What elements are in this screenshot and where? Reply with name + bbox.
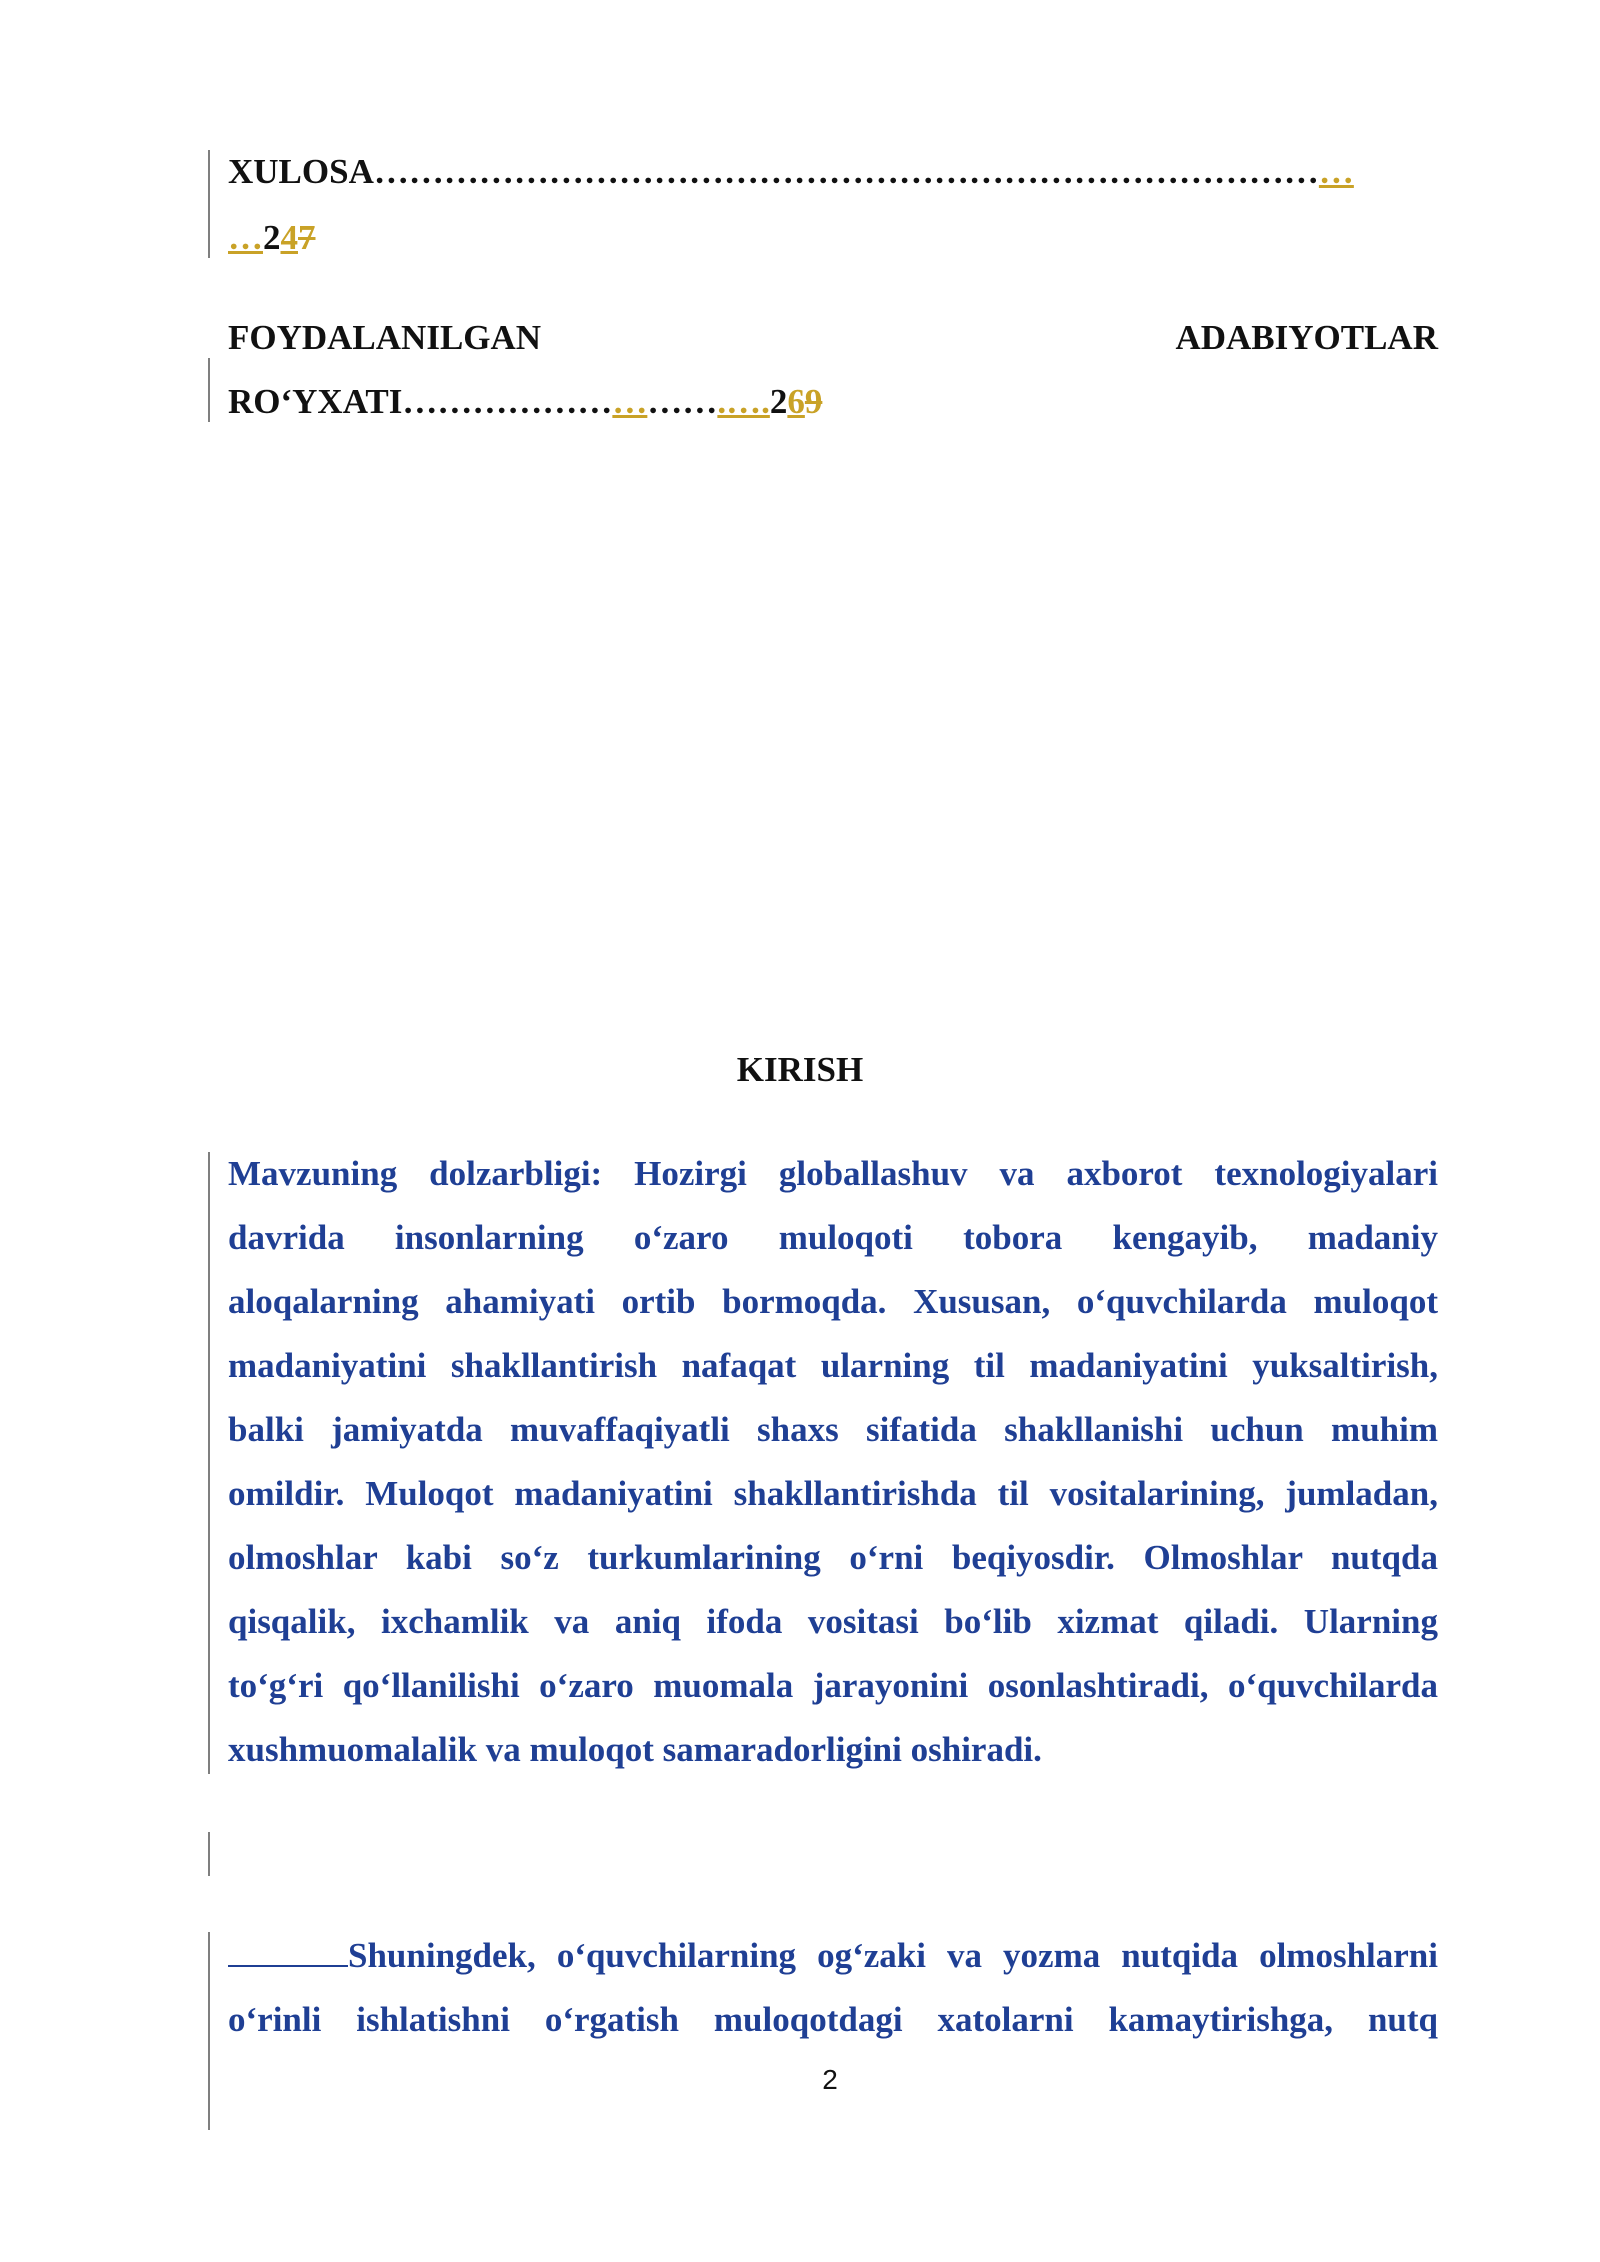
toc-label: ADABIYOTLAR [1175,318,1438,357]
paragraph-line: o‘rinli ishlatishni o‘rgatish muloqotdagi xatolarni kamaytirishga, nutq [228,2000,1438,2039]
toc-entry-adabiyotlar-label-right[interactable] [1175,318,1438,358]
paragraph2-first-line [228,1936,1438,1976]
change-bar [208,1932,210,2130]
paragraph-line: madaniyatini shakllantirish nafaqat ularning til madaniyatini yuksaltirish, [228,1346,1438,1385]
toc-entry-xulosa[interactable] [228,152,1438,192]
change-bar [208,150,210,258]
toc-leader: ……………… [402,382,613,421]
inserted-page-digit: 6 [787,382,805,421]
toc-label: RO‘YXATI [228,382,403,421]
paragraph-line: Mavzuning dolzarbligi: Hozirgi globallashuv va axborot texnologiyalari [228,1154,1438,1193]
paragraph-line: qisqalik, ixchamlik va aniq ifoda vositasi bo‘lib xizmat qiladi. Ularning [228,1602,1438,1641]
change-bar [208,1832,210,1876]
inserted-leader: … [612,382,648,421]
toc-entry-xulosa-page[interactable] [228,218,1438,258]
toc-label: FOYDALANILGAN [228,318,542,357]
paragraph-line: aloqalarning ahamiyati ortib bormoqda. Xususan, o‘quvchilarda muloqot [228,1282,1438,1321]
section-title: KIRISH [736,1050,864,1089]
inserted-leader: .…. [717,382,770,421]
toc-page-prefix: 2 [769,382,788,421]
toc-page-prefix: 2 [263,218,281,257]
paragraph-line: to‘g‘ri qo‘llanilishi o‘zaro muomala jarayonini osonlashtiradi, o‘quvchilarda [228,1666,1438,1705]
paragraph-line: xushmuomalalik va muloqot samaradorligini oshiradi. [228,1730,1042,1769]
inserted-leader: … [228,218,263,257]
deleted-page-digit: 9 [804,382,823,421]
paragraph-line: balki jamiyatda muvaffaqiyatli shaxs sifatida shakllanishi uchun muhim [228,1410,1438,1449]
paragraph-line: olmoshlar kabi so‘z turkumlarining o‘rni beqiyosdir. Olmoshlar nutqda [228,1538,1438,1577]
deleted-page-digit: 7 [298,218,316,257]
change-bar [208,1152,210,1774]
inserted-page-digit: 4 [280,218,298,257]
toc-leader: ……………………………………………………………………… [373,152,1319,191]
paragraph-line: davrida insonlarning o‘zaro muloqoti tobora kengayib, madaniy [228,1218,1438,1257]
paragraph-line: omildir. Muloqot madaniyatini shakllantirishda til vositalarining, jumladan, [228,1474,1438,1513]
toc-entry-adabiyotlar-page[interactable] [228,382,1438,422]
paragraph-line: Shuningdek, o‘quvchilarning og‘zaki va yozma nutqida olmoshlarni [348,1936,1438,1975]
toc-label: XULOSA [228,152,374,191]
change-bar [208,358,210,422]
inserted-leader: … [1318,152,1354,191]
page-number: 2 [822,2064,838,2095]
indent-blank [228,1939,348,1967]
toc-leader: …… [647,382,718,421]
